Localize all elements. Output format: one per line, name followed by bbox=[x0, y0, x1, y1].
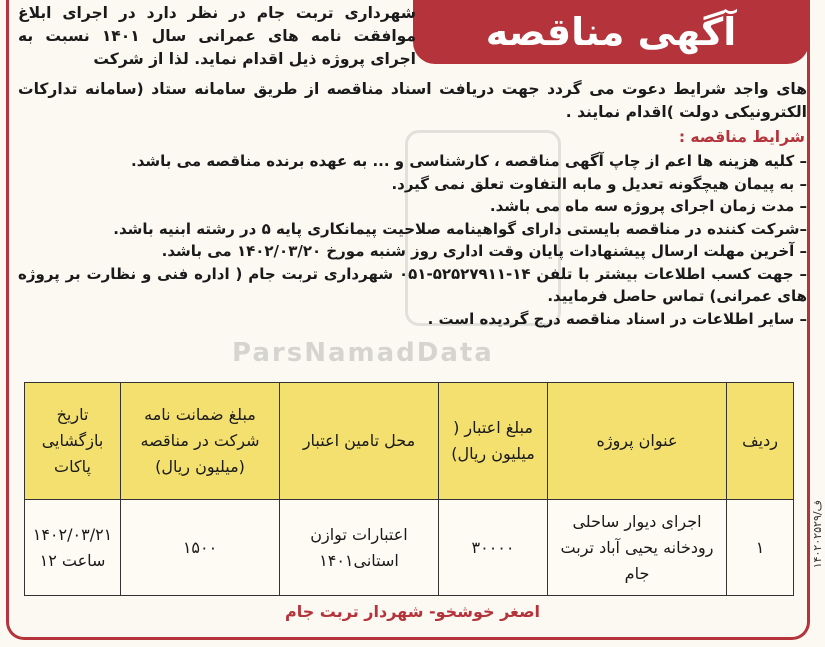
col-header-opening-date: تاریخ بازگشایی پاکات bbox=[25, 383, 121, 500]
cell-row-number: ۱ bbox=[727, 500, 794, 596]
condition-item: – به پیمان هیچگونه تعدیل و مابه التفاوت تعلق نمی گیرد. bbox=[391, 174, 807, 193]
col-header-funding-source: محل تامین اعتبار bbox=[280, 383, 439, 500]
ad-title-banner bbox=[413, 0, 809, 64]
condition-item: – جهت کسب اطلاعات بیشتر با تلفن ۱۴-۵۲۵۲۷۹۱۱-۰۵۱ شهرداری تربت جام ( اداره فنی و نظارت بر پروژه های عمرانی) تماس حاصل فرمایید. bbox=[18, 264, 807, 305]
col-header-guarantee: مبلغ ضمانت نامه شرکت در مناقصه (میلیون ریال) bbox=[121, 383, 280, 500]
intro-text-rest: های واجد شرایط دعوت می گردد جهت دریافت اسناد مناقصه از طریق سامانه ستاد (سامانه تدارکات الکترونیکی دولت )اقدام نمایند . bbox=[18, 80, 807, 121]
condition-item: – مدت زمان اجرای پروژه سه ماه می باشد. bbox=[489, 197, 807, 215]
intro-text-top: شهرداری تربت جام در نظر دارد در اجرای ابلاغ موافقت نامه های عمرانی سال ۱۴۰۱ نسبت به اجرای پروژه ذیل اقدام نماید. لذا از شرکت bbox=[18, 4, 416, 68]
table-row bbox=[25, 500, 794, 596]
cell-opening-date: ۱۴۰۲/۰۳/۲۱ ساعت ۱۲ bbox=[25, 500, 121, 596]
col-header-row-number: ردیف bbox=[727, 383, 794, 500]
condition-item: – سایر اطلاعات در اسناد مناقصه درج گردیده است . bbox=[427, 309, 807, 328]
watermark: ParsNamadData bbox=[232, 338, 494, 368]
tender-table bbox=[24, 382, 794, 596]
cell-budget: ۳۰۰۰۰ bbox=[439, 500, 548, 596]
conditions-heading: شرایط مناقصه : bbox=[678, 128, 805, 146]
cell-funding-source: اعتبارات توازن استانی۱۴۰۱ bbox=[280, 500, 439, 596]
cell-guarantee: ۱۵۰۰ bbox=[121, 500, 280, 596]
col-header-budget: مبلغ اعتبار ( میلیون ریال) bbox=[439, 383, 548, 500]
condition-item: –شرکت کننده در مناقصه بایستی دارای گواهینامه صلاحیت پیمانکاری پایه ۵ در رشته ابنیه باشد. bbox=[113, 219, 807, 238]
condition-item: – آخرین مهلت ارسال پیشنهادات پایان وقت اداری روز شنبه مورخ ۱۴۰۲/۰۳/۲۰ می باشد. bbox=[161, 242, 807, 260]
cell-project-title: اجرای دیوار ساحلی رودخانه یحیی آباد تربت جام bbox=[548, 500, 727, 596]
side-reference-code: ۱۴۰۲۰۲۵۲۹/ف bbox=[811, 500, 824, 569]
col-header-project-title: عنوان پروژه bbox=[548, 383, 727, 500]
condition-item: – کلیه هزینه ها اعم از چاپ آگهی مناقصه ، کارشناسی و ... به عهده برنده مناقصه می باشد. bbox=[131, 152, 807, 170]
conditions-list bbox=[18, 150, 807, 330]
signature-line: اصغر خوشخو- شهردار تربت جام bbox=[284, 602, 541, 621]
table-header-row bbox=[25, 383, 794, 500]
ad-title: آگهی مناقصه bbox=[485, 10, 737, 54]
